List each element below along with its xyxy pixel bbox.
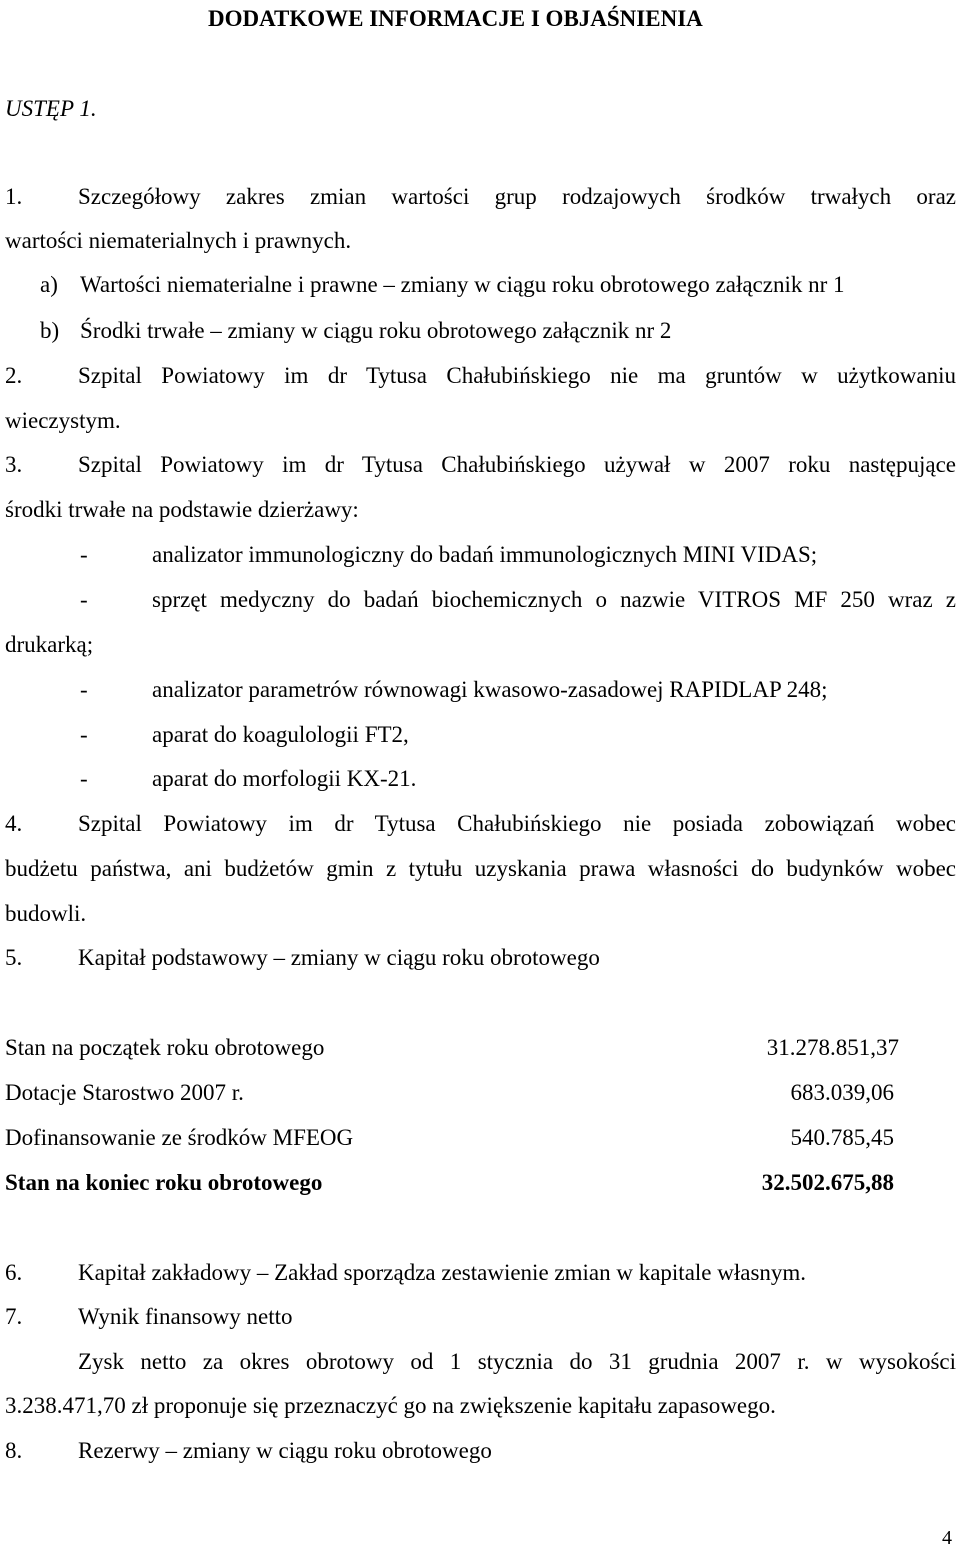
item-3-device-1: analizator immunologiczny do badań immunologicznych MINI VIDAS; — [152, 542, 818, 567]
item-3-device-3: analizator parametrów równowagi kwasowo-zasadowej RAPIDLAP 248; — [152, 677, 828, 702]
item-4-line-3: budowli. — [5, 901, 87, 926]
item-5-number: 5. — [5, 945, 23, 970]
document-title: DODATKOWE INFORMACJE I OBJAŚNIENIA — [208, 6, 703, 31]
item-3-dash-2: - — [80, 587, 88, 612]
item-1b-text: Środki trwałe – zmiany w ciągu roku obrotowego załącznik nr 2 — [80, 318, 672, 343]
item-2-line-1: Szpital Powiatowy im dr Tytusa Chałubińskiego nie ma gruntów w użytkowaniu — [78, 363, 956, 388]
item-8-number: 8. — [5, 1438, 23, 1463]
item-7-line-2: 3.238.471,70 zł proponuje się przeznaczyć go na zwiększenie kapitału zapasowego. — [5, 1393, 776, 1418]
item-1b-label: b) — [40, 318, 60, 343]
item-7-line-1: Zysk netto za okres obrotowy od 1 stycznia do 31 grudnia 2007 r. w wysokości — [78, 1349, 956, 1374]
item-1-line-1: Szczegółowy zakres zmian wartości grup rodzajowych środków trwałych oraz — [78, 184, 956, 209]
capital-row-2-value: 683.039,06 — [790, 1080, 894, 1105]
item-8-text: Rezerwy – zmiany w ciągu roku obrotowego — [78, 1438, 492, 1463]
item-7-number: 7. — [5, 1304, 23, 1329]
capital-row-3-value: 540.785,45 — [790, 1125, 894, 1150]
item-1a-label: a) — [40, 272, 58, 297]
item-6-number: 6. — [5, 1260, 23, 1285]
item-3-device-4: aparat do koagulologii FT2, — [152, 722, 409, 747]
capital-row-2-label: Dotacje Starostwo 2007 r. — [5, 1080, 244, 1105]
item-3-dash-5: - — [80, 766, 88, 791]
item-3-dash-4: - — [80, 722, 88, 747]
item-3-dash-1: - — [80, 542, 88, 567]
capital-row-1-value: 31.278.851,37 — [766, 1035, 899, 1060]
capital-row-3-label: Dofinansowanie ze środków MFEOG — [5, 1125, 354, 1150]
item-1a-text: Wartości niematerialne i prawne – zmiany w ciągu roku obrotowego załącznik nr 1 — [80, 272, 845, 297]
item-1-number: 1. — [5, 184, 23, 209]
section-heading: USTĘP 1. — [5, 96, 97, 121]
item-4-number: 4. — [5, 811, 23, 836]
item-2-line-2: wieczystym. — [5, 408, 121, 433]
item-3-device-5: aparat do morfologii KX-21. — [152, 766, 417, 791]
item-3-number: 3. — [5, 452, 23, 477]
item-7-text: Wynik finansowy netto — [78, 1304, 293, 1329]
page-number: 4 — [942, 1527, 952, 1549]
capital-row-1-label: Stan na początek roku obrotowego — [5, 1035, 325, 1060]
capital-row-4-value: 32.502.675,88 — [761, 1170, 894, 1195]
item-5-text: Kapitał podstawowy – zmiany w ciągu roku obrotowego — [78, 945, 600, 970]
item-3-line-2: środki trwałe na podstawie dzierżawy: — [5, 497, 359, 522]
item-4-line-1: Szpital Powiatowy im dr Tytusa Chałubińskiego nie posiada zobowiązań wobec — [78, 811, 956, 836]
item-4-line-2: budżetu państwa, ani budżetów gmin z tytułu uzyskania prawa własności do budynków wobec — [5, 856, 956, 881]
item-3-device-2: sprzęt medyczny do badań biochemicznych o nazwie VITROS MF 250 wraz z — [152, 587, 956, 612]
item-3-dash-3: - — [80, 677, 88, 702]
item-2-number: 2. — [5, 363, 23, 388]
item-3-line-1: Szpital Powiatowy im dr Tytusa Chałubińskiego używał w 2007 roku następujące — [78, 452, 956, 477]
item-6-text: Kapitał zakładowy – Zakład sporządza zestawienie zmian w kapitale własnym. — [78, 1260, 807, 1285]
capital-row-4-label: Stan na koniec roku obrotowego — [5, 1170, 323, 1195]
item-3-device-2-cont: drukarką; — [5, 632, 94, 657]
item-1-line-2: wartości niematerialnych i prawnych. — [5, 228, 352, 253]
